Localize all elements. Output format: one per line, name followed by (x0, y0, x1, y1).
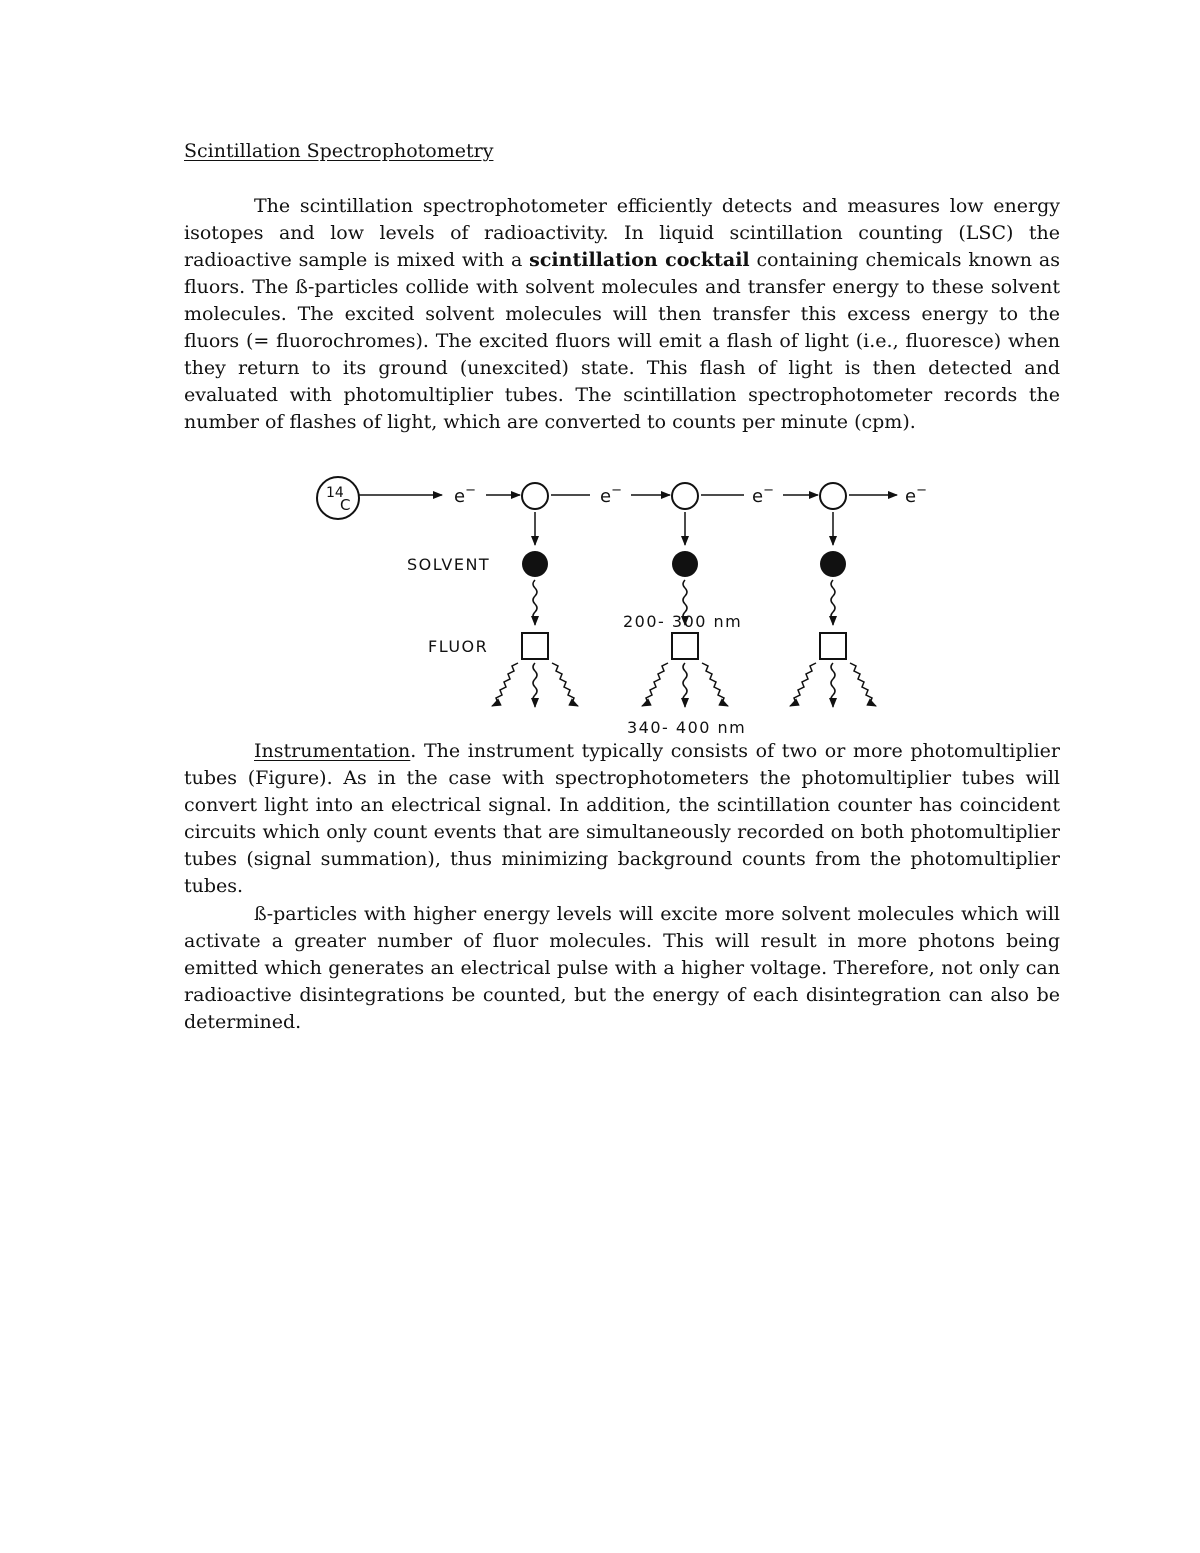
electron-1: e− (454, 483, 476, 507)
beta-particles-text: ß-particles with higher energy levels will excite more solvent molecules which will activate a greater number of fluor molecules. This will result in more photons being emitted which generates an electrical pulse with a higher voltage. Therefore, not only can radioactive disintegrations be counted, but the energy of each disintegration can also be determined. (184, 903, 1060, 1033)
fluor-box-3 (820, 633, 846, 659)
fluor-box-2 (672, 633, 698, 659)
intro-text-end: containing chemicals known as fluors. The ß-particles collide with solvent molecules and transfer energy to these solvent molecules. The excited solvent molecules will then transfer this excess energy to the fluors (= fluorochromes). The excited fluors will emit a flash of light (i.e., fluoresce) when they return to its ground (unexcited) state. This flash of light is then detected and evaluated with photomultiplier tubes. The scintillation spectrophotometer records the number of flashes of light, which are converted to counts per minute (cpm). (184, 249, 1060, 433)
solvent-molecule-1 (522, 551, 548, 577)
page-title: Scintillation Spectrophotometry (184, 140, 494, 162)
range-340-400-label: 340- 400 nm (627, 718, 747, 737)
wavy-arrow-3 (831, 580, 835, 625)
excited-molecule-1 (522, 483, 548, 509)
scintillation-cocktail-term: scintillation cocktail (529, 249, 750, 271)
electron-3: e− (752, 483, 774, 507)
electron-4: e− (905, 483, 927, 507)
scintillation-figure (300, 465, 940, 740)
isotope-symbol: C (340, 496, 351, 514)
light-rays-2 (642, 663, 728, 707)
excited-molecule-2 (672, 483, 698, 509)
solvent-molecule-3 (820, 551, 846, 577)
fluor-label: FLUOR (428, 637, 489, 656)
solvent-label: SOLVENT (407, 555, 491, 574)
fluor-box-1 (522, 633, 548, 659)
intro-text-start: The scintillation spectrophotometer efficiently detects and measures low energy isotopes and low levels of radioactivity. In liquid scintillation counting (LSC) the radioactive sample is mixed with a (184, 195, 1060, 271)
range-200-300-label: 200- 300 nm (623, 612, 743, 631)
beta-particles-paragraph (184, 901, 1060, 1036)
isotope-mass: 14 (326, 485, 344, 501)
scintillation-diagram (300, 465, 940, 740)
instrumentation-paragraph (184, 738, 1060, 900)
electron-2: e− (600, 483, 622, 507)
light-rays-3 (790, 663, 876, 707)
excited-molecule-3 (820, 483, 846, 509)
instrumentation-heading: Instrumentation (254, 740, 411, 762)
intro-paragraph (184, 193, 1060, 436)
instrumentation-text: . The instrument typically consists of two or more photomultiplier tubes (Figure). As in the case with spectrophotometers the photomultiplier tubes will convert light into an electrical signal. In addition, the scintillation counter has coincident circuits which only count events that are simultaneously recorded on both photomultiplier tubes (signal summation), thus minimizing background counts from the photomultiplier tubes. (184, 740, 1060, 897)
wavy-arrow-1 (533, 580, 537, 625)
solvent-molecule-2 (672, 551, 698, 577)
light-rays-1 (492, 663, 578, 707)
